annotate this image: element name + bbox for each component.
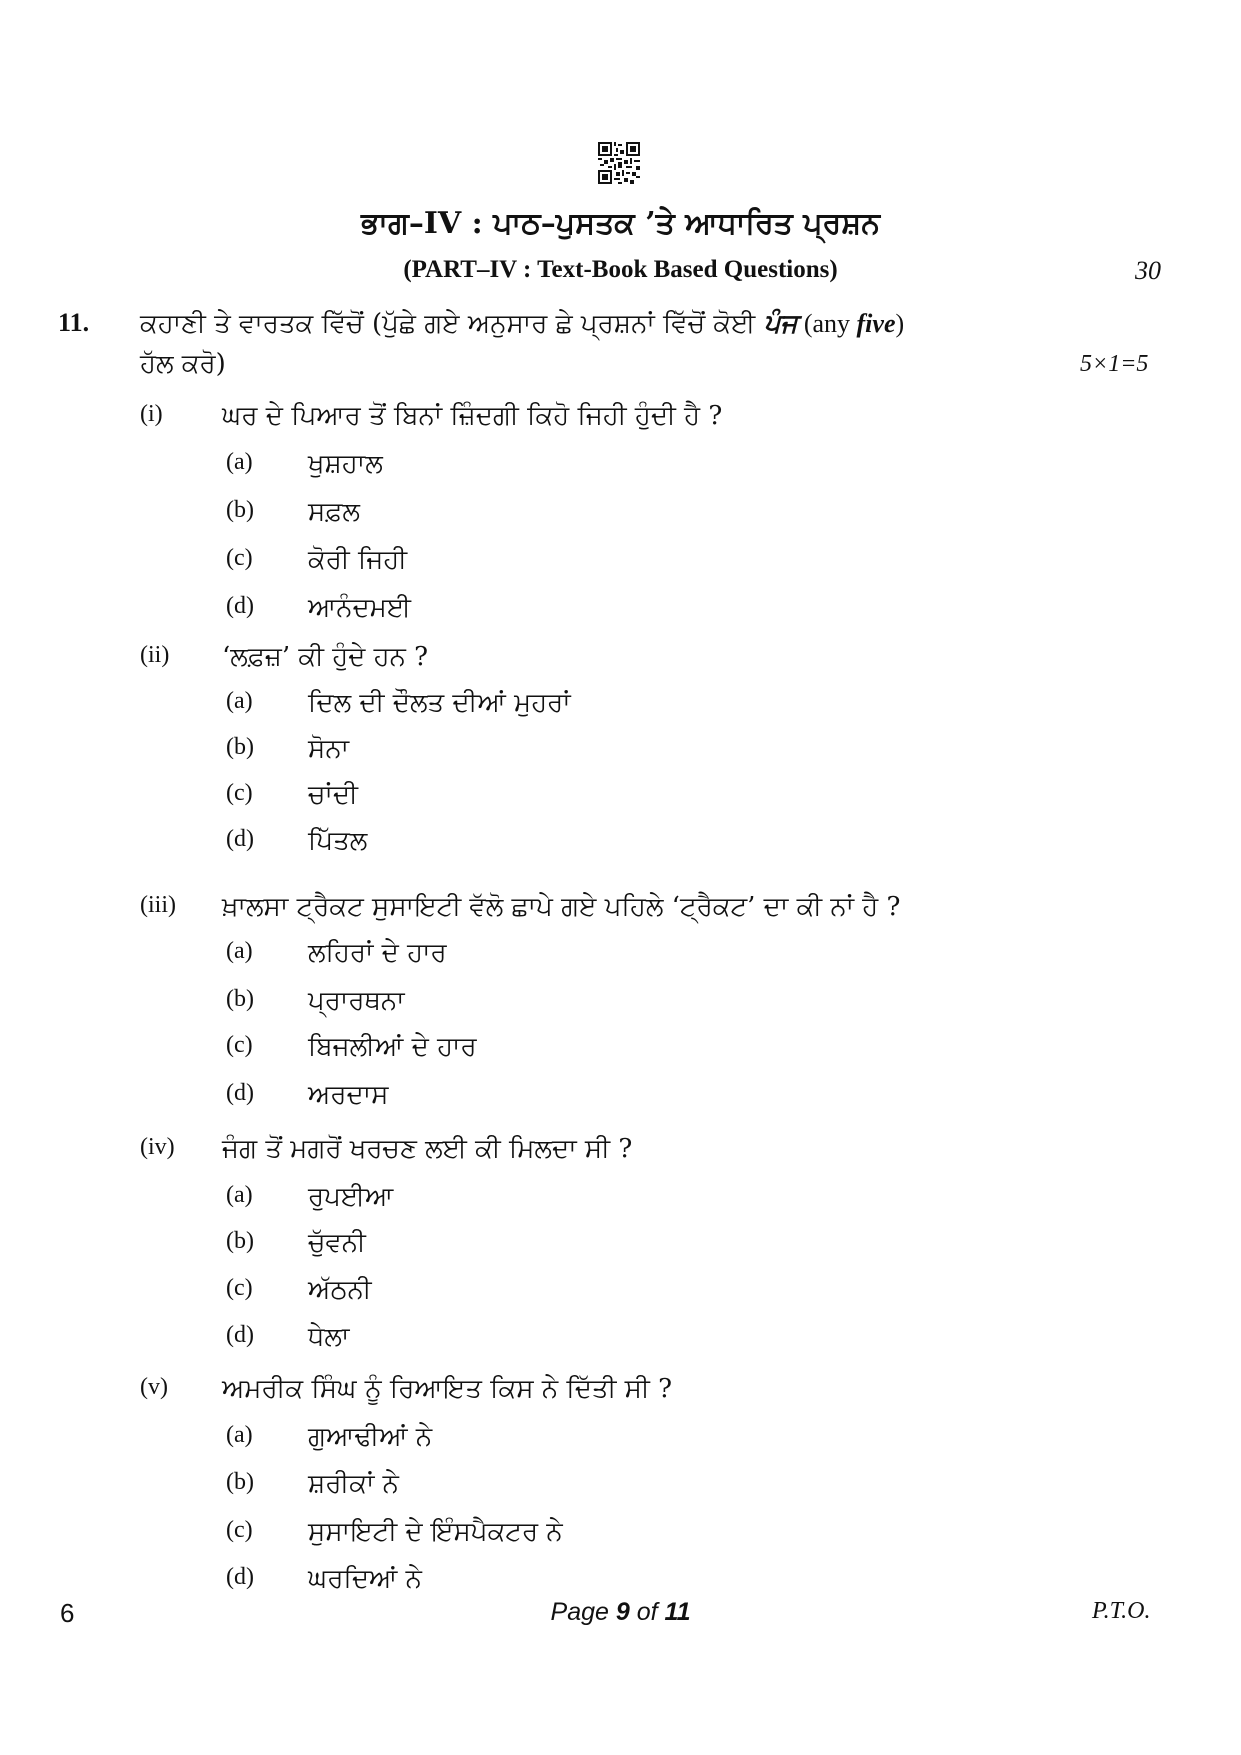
- option-label: (d): [226, 826, 254, 852]
- option-text: ਪ੍ਰਾਰਥਨਾ: [308, 986, 405, 1016]
- subquestion-number: (i): [140, 401, 163, 427]
- subquestion-text: ‘ਲਫ਼ਜ਼’ ਕੀ ਹੁੰਦੇ ਹਨ ?: [222, 642, 429, 672]
- qr-code-icon: [598, 142, 640, 184]
- option-text: ਕੋਰੀ ਜਿਹੀ: [308, 545, 408, 575]
- option-text: ਚੁੱਵਨੀ: [308, 1228, 366, 1258]
- stem-text: ਕਹਾਣੀ ਤੇ ਵਾਰਤਕ ਵਿੱਚੋਂ (ਪੁੱਛੇ ਗਏ ਅਨੁਸਾਰ ਛੇ ਪ੍ਰਸ਼ਨਾਂ ਵਿੱਚੋਂ ਕੋਈ: [140, 309, 756, 339]
- option-label: (c): [226, 1275, 253, 1301]
- option-text: ਸ਼ਰੀਕਾਂ ਨੇ: [308, 1469, 399, 1499]
- page-total: 11: [664, 1598, 691, 1626]
- option-label: (d): [226, 1322, 254, 1348]
- option-label: (a): [226, 938, 253, 964]
- option-label: (a): [226, 449, 253, 475]
- part-subtitle: (PART–IV : Text-Book Based Questions): [403, 256, 838, 283]
- option-text: ਆਨੰਦਮਈ: [308, 593, 411, 623]
- option-text: ਅੱਠਨੀ: [308, 1275, 372, 1305]
- option-label: (b): [226, 986, 254, 1012]
- option-label: (d): [226, 1080, 254, 1106]
- option-label: (c): [226, 1032, 253, 1058]
- subquestion-text: ਅਮਰੀਕ ਸਿੰਘ ਨੂੰ ਰਿਆਇਤ ਕਿਸ ਨੇ ਦਿੱਤੀ ਸੀ ?: [222, 1374, 673, 1404]
- subquestion-number: (iii): [140, 892, 176, 918]
- option-label: (d): [226, 1564, 254, 1590]
- part-title: ਭਾਗ–IV : ਪਾਠ–ਪੁਸਤਕ ’ਤੇ ਆਧਾਰਿਤ ਪ੍ਰਸ਼ਨ: [361, 206, 880, 241]
- option-text: ਲਹਿਰਾਂ ਦੇ ਹਾਰ: [308, 938, 447, 968]
- section-total-marks: 30: [1135, 256, 1161, 285]
- option-text: ਸੋਨਾ: [308, 734, 350, 764]
- option-label: (c): [226, 780, 253, 806]
- option-label: (c): [226, 545, 253, 571]
- option-text: ਘਰਦਿਆਂ ਨੇ: [308, 1564, 422, 1594]
- option-label: (b): [226, 1228, 254, 1254]
- option-label: (c): [226, 1517, 253, 1543]
- option-label: (b): [226, 497, 254, 523]
- option-text: ਅਰਦਾਸ: [308, 1080, 389, 1110]
- page-mid: of: [629, 1598, 665, 1626]
- subquestion-text: ਘਰ ਦੇ ਪਿਆਰ ਤੋਂ ਬਿਨਾਂ ਜ਼ਿੰਦਗੀ ਕਿਹੋ ਜਿਹੀ ਹੁੰਦੀ ਹੈ ?: [222, 401, 723, 431]
- pto-label: P.T.O.: [1092, 1598, 1151, 1624]
- option-label: (b): [226, 1469, 254, 1495]
- option-text: ਗੁਆਢੀਆਂ ਨੇ: [308, 1422, 433, 1452]
- option-text: ਦਿਲ ਦੀ ਦੌਲਤ ਦੀਆਂ ਮੁਹਰਾਂ: [308, 688, 571, 718]
- question-stem: [140, 304, 1125, 384]
- option-text: ਰੁਪਈਆ: [308, 1182, 394, 1212]
- option-text: ਚਾਂਦੀ: [308, 780, 358, 810]
- page-indicator: [0, 1598, 1241, 1627]
- page-current: 9: [615, 1598, 630, 1626]
- question-stem-line2: ਹੱਲ ਕਰੋ): [140, 349, 226, 379]
- subquestion-number: (v): [140, 1374, 168, 1400]
- stem-emphasis: ਪੰਜ: [763, 309, 798, 339]
- question-marks: 5×1=5: [1080, 351, 1149, 377]
- subquestion-number: (iv): [140, 1134, 175, 1160]
- stem-en-emphasis: five: [856, 309, 896, 338]
- option-label: (a): [226, 1182, 253, 1208]
- option-label: (a): [226, 688, 253, 714]
- option-label: (d): [226, 593, 254, 619]
- option-text: ਧੇਲਾ: [308, 1322, 350, 1352]
- stem-en-close: ): [895, 309, 905, 338]
- option-label: (a): [226, 1422, 253, 1448]
- option-text: ਖੁਸ਼ਹਾਲ: [308, 449, 383, 479]
- option-label: (b): [226, 734, 254, 760]
- option-text: ਸਫ਼ਲ: [308, 497, 360, 527]
- option-text: ਪਿੱਤਲ: [308, 826, 368, 856]
- subquestion-number: (ii): [140, 642, 170, 668]
- question-number: 11.: [58, 308, 90, 337]
- option-text: ਬਿਜਲੀਆਂ ਦੇ ਹਾਰ: [308, 1032, 477, 1062]
- subquestion-text: ਖ਼ਾਲਸਾ ਟ੍ਰੈਕਟ ਸੁਸਾਇਟੀ ਵੱਲੋ ਛਾਪੇ ਗਏ ਪਹਿਲੇ ‘ਟ੍ਰੈਕਟ’ ਦਾ ਕੀ ਨਾਂ ਹੈ ?: [222, 892, 901, 922]
- stem-en-open: (any: [797, 309, 857, 338]
- question-stem-line1: [140, 304, 1125, 344]
- page-prefix: Page: [550, 1598, 616, 1626]
- footer-code: 6: [60, 1598, 75, 1628]
- subquestion-text: ਜੰਗ ਤੋਂ ਮਗਰੋਂ ਖਰਚਣ ਲਈ ਕੀ ਮਿਲਦਾ ਸੀ ?: [222, 1134, 633, 1164]
- option-text: ਸੁਸਾਇਟੀ ਦੇ ਇੰਸਪੈਕਟਰ ਨੇ: [308, 1517, 563, 1547]
